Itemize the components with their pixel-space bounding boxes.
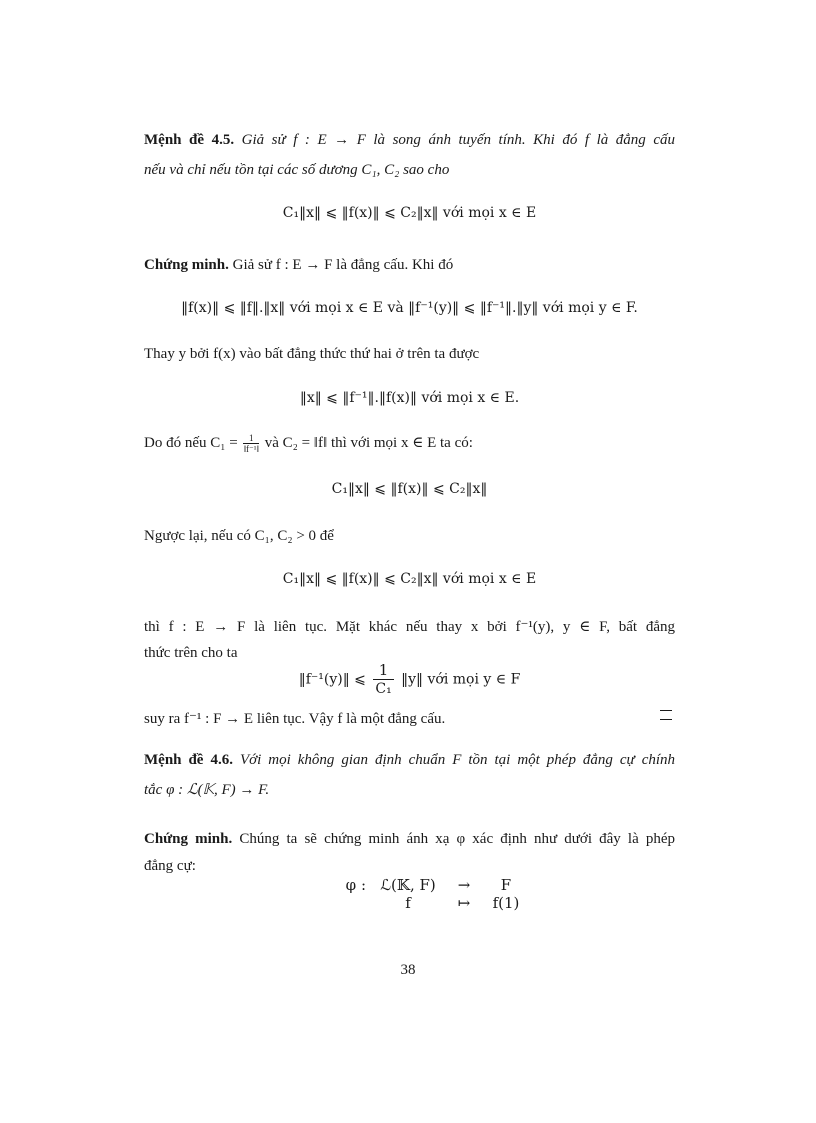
map-symbol [326, 894, 372, 912]
fraction-denominator: C₁ [375, 681, 392, 697]
proof45-formula5 [144, 661, 675, 698]
map-arrow: → [457, 876, 471, 894]
formula5-right: ‖y‖ với mọi y ∈ F [401, 671, 521, 688]
prop45-formula: C₁‖x‖ ⩽ ‖f(x)‖ ⩽ C₂‖x‖ với mọi x ∈ E [282, 205, 537, 221]
proof45-line2: Thay y bởi f(x) vào bất đẳng thức thứ hai ở trên ta được [144, 346, 480, 362]
prop45-text-line2: nếu và chỉ nếu tồn tại các số dương C₁, C₂ sao cho [144, 162, 450, 178]
map-row [326, 876, 528, 894]
prop45-text-line1: Giả sử f : E → F là song ánh tuyến tính. Khi đó f là đẳng cấu [241, 132, 676, 148]
prop46-title: Mệnh đề 4.6. [144, 752, 233, 768]
map-codomain: F [500, 876, 512, 894]
proof45-text-line1: Giả sử f : E → F là đẳng cấu. Khi đó [232, 257, 454, 273]
one-over-c1-fraction [373, 661, 393, 698]
proof45-formula4: C₁‖x‖ ⩽ ‖f(x)‖ ⩽ C₂‖x‖ với mọi x ∈ E [282, 571, 537, 587]
proof45-line5: thì f : E → F là liên tục. Mặt khác nếu thay x bởi f⁻¹(y), y ∈ F, bất đẳng [144, 619, 675, 635]
proof46-line2: đẳng cự: [144, 858, 196, 874]
proof45-line6: thức trên cho ta [144, 645, 238, 661]
proof45-line3 [144, 433, 675, 454]
proof46-text-line1: Chúng ta sẽ chứng minh ánh xạ φ xác định như dưới đây là phép [239, 831, 676, 847]
proof46-line1 [144, 831, 675, 848]
page-number: 38 [400, 962, 416, 978]
proof46-title: Chứng minh. [144, 831, 233, 847]
fraction-denominator: ‖f⁻¹‖ [243, 444, 259, 455]
proof45-line4: Ngược lại, nếu có C₁, C₂ > 0 để [144, 528, 334, 544]
proof45-formula2: ‖x‖ ⩽ ‖f⁻¹‖.‖f(x)‖ với mọi x ∈ E. [299, 390, 520, 406]
fraction-numerator: 1 [248, 433, 254, 444]
prop46-text-line2: tắc φ : ℒ(𝕂, F) → F. [144, 782, 270, 798]
map-row [326, 894, 528, 912]
inverse-norm-fraction [243, 433, 259, 454]
formula5-left: ‖f⁻¹(y)‖ ⩽ [298, 671, 366, 688]
map-definition [326, 876, 528, 912]
prop45-line1 [144, 132, 675, 149]
map-symbol: φ : [345, 876, 366, 894]
proof45-line3-a: Do đó nếu C₁ = [144, 435, 238, 451]
proof45-line1 [144, 257, 675, 274]
proof45-formula1: ‖f(x)‖ ⩽ ‖f‖.‖x‖ với mọi x ∈ E và ‖f⁻¹(y)‖ ⩽ ‖f⁻¹‖.‖y‖ với mọi y ∈ F. [181, 300, 638, 316]
prop45-title: Mệnh đề 4.5. [144, 132, 235, 148]
proof45-line7: suy ra f⁻¹ : F → E liên tục. Vậy f là một đẳng cấu. [144, 711, 446, 727]
fraction-numerator: 1 [378, 661, 389, 679]
qed-icon [660, 707, 672, 721]
proof45-title: Chứng minh. [144, 257, 229, 273]
prop46-line1 [144, 752, 675, 769]
map-image: f(1) [492, 894, 520, 912]
proof45-line3-b: và C₂ = ‖f‖ thì với mọi x ∈ E ta có: [264, 435, 473, 451]
prop46-text-line1: Với mọi không gian định chuẩn F tồn tại một phép đẳng cự chính [239, 752, 676, 768]
map-to-arrow: ↦ [457, 894, 471, 912]
map-domain: ℒ(𝕂, F) [380, 876, 436, 894]
proof45-formula3: C₁‖x‖ ⩽ ‖f(x)‖ ⩽ C₂‖x‖ [331, 481, 488, 497]
map-element: f [405, 894, 411, 912]
